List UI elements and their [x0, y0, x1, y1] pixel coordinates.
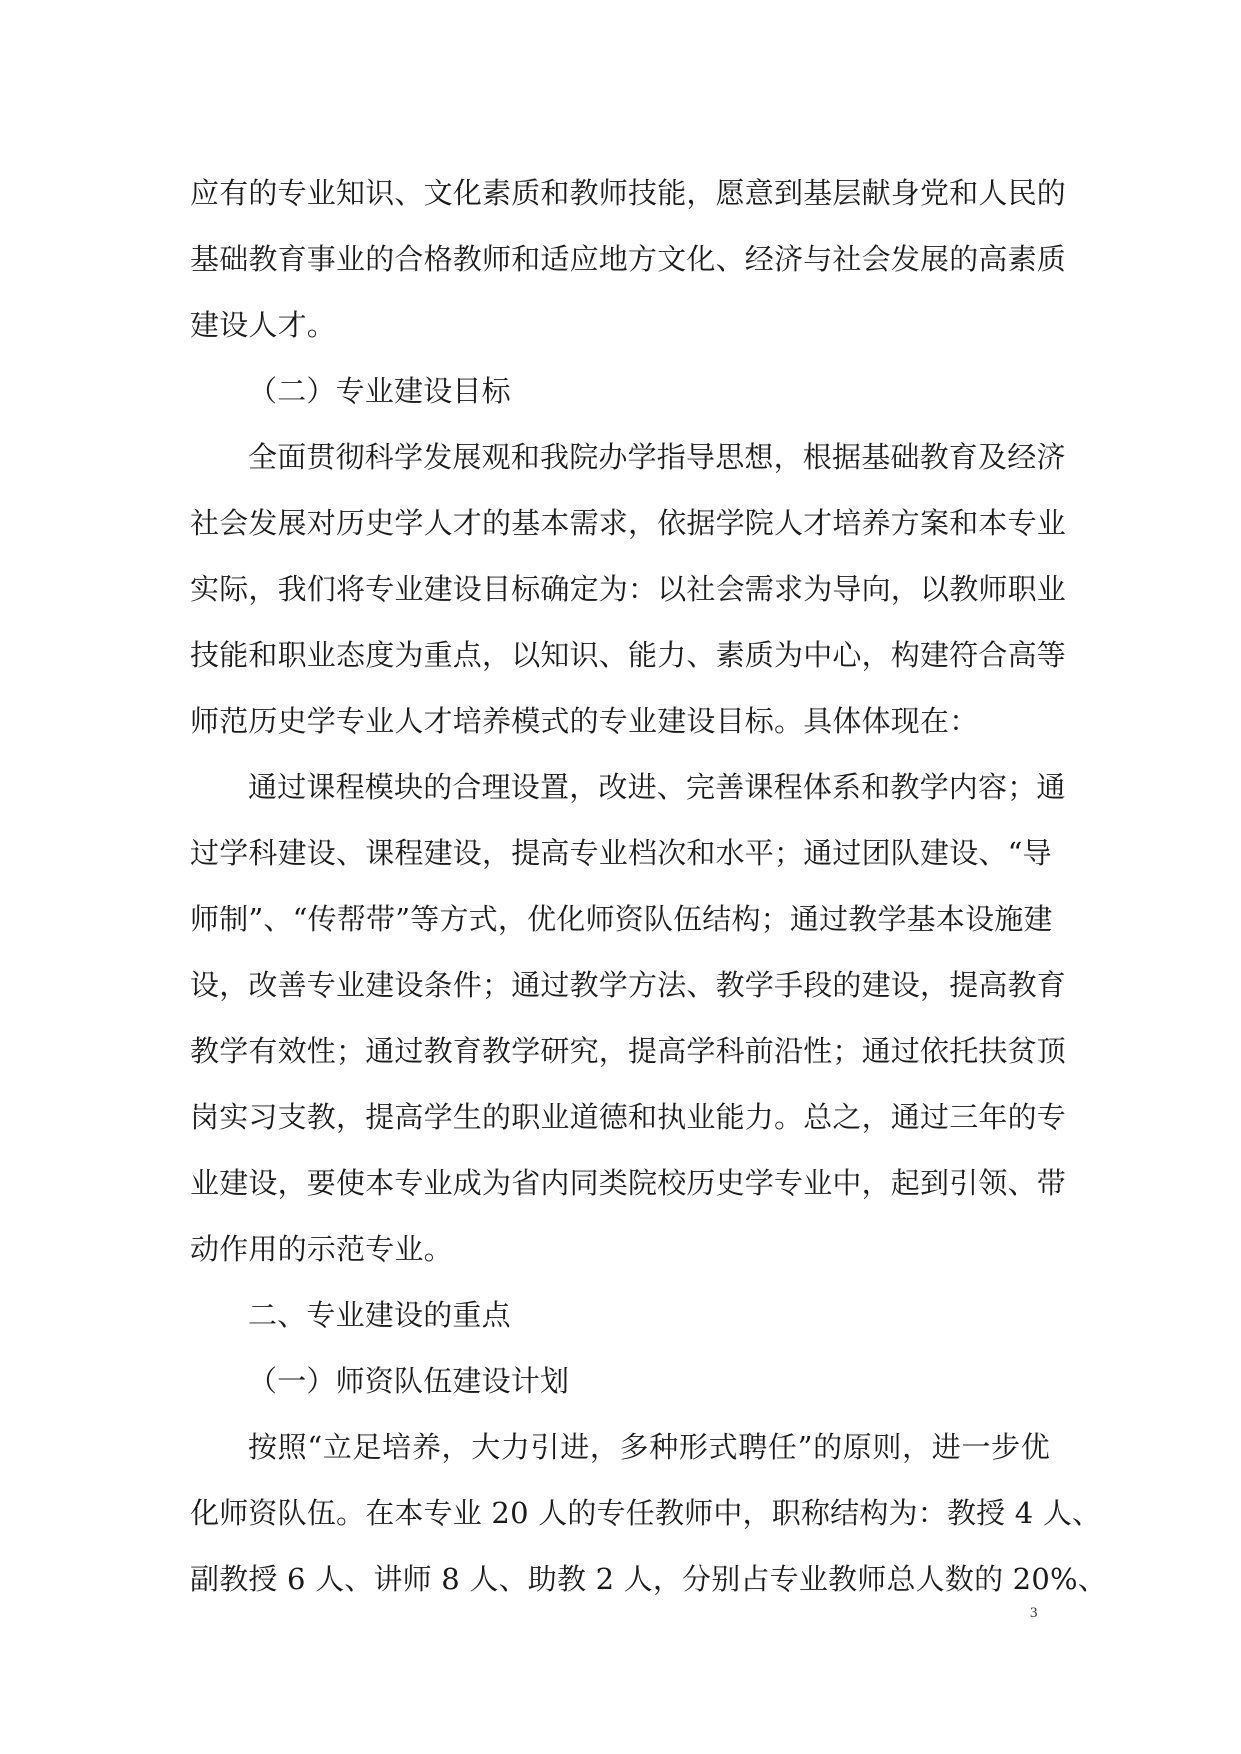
text-line: 应有的专业知识、文化素质和教师技能，愿意到基层献身党和人民的	[190, 176, 1067, 210]
text-line: 技能和职业态度为重点，以知识、能力、素质为中心，构建符合高等	[190, 638, 1067, 672]
text-line: 全面贯彻科学发展观和我院办学指导思想，根据基础教育及经济	[248, 440, 1066, 474]
section-heading-professional-goals: （二）专业建设目标	[248, 374, 511, 408]
text-line: 业建设，要使本专业成为省内同类院校历史学专业中，起到引领、带	[190, 1166, 1067, 1200]
text-line: 副教授 6 人、讲师 8 人、助教 2 人，分别占专业教师总人数的 20%、	[190, 1562, 1107, 1596]
section-heading-construction-focus: 二、专业建设的重点	[248, 1298, 511, 1332]
text-line: 过学科建设、课程建设，提高专业档次和水平；通过团队建设、“导	[190, 836, 1052, 870]
text-line: 基础教育事业的合格教师和适应地方文化、经济与社会发展的高素质	[190, 242, 1067, 276]
text-line: 教学有效性；通过教育教学研究，提高学科前沿性；通过依托扶贫顶	[190, 1034, 1067, 1068]
text-line: 设，改善专业建设条件；通过教学方法、教学手段的建设，提高教育	[190, 968, 1067, 1002]
document-body	[190, 160, 1107, 1612]
text-line: 师制”、“传帮带”等方式，优化师资队伍结构；通过教学基本设施建	[190, 902, 1053, 936]
text-line: 建设人才。	[190, 308, 337, 342]
text-line: 实际，我们将专业建设目标确定为：以社会需求为导向，以教师职业	[190, 572, 1067, 606]
text-line: 岗实习支教，提高学生的职业道德和执业能力。总之，通过三年的专	[190, 1100, 1067, 1134]
text-line: 化师资队伍。在本专业 20 人的专任教师中，职称结构为：教授 4 人、	[190, 1496, 1102, 1530]
section-heading-faculty-plan: （一）师资队伍建设计划	[248, 1364, 570, 1398]
text-line: 动作用的示范专业。	[190, 1232, 453, 1266]
text-line: 按照“立足培养，大力引进，多种形式聘任”的原则，进一步优	[248, 1430, 1050, 1464]
page-number: 3	[1030, 1605, 1038, 1621]
text-line: 师范历史学专业人才培养模式的专业建设目标。具体体现在：	[190, 704, 979, 738]
text-line: 社会发展对历史学人才的基本需求，依据学院人才培养方案和本专业	[190, 506, 1067, 540]
text-line: 通过课程模块的合理设置，改进、完善课程体系和教学内容；通	[248, 770, 1066, 804]
